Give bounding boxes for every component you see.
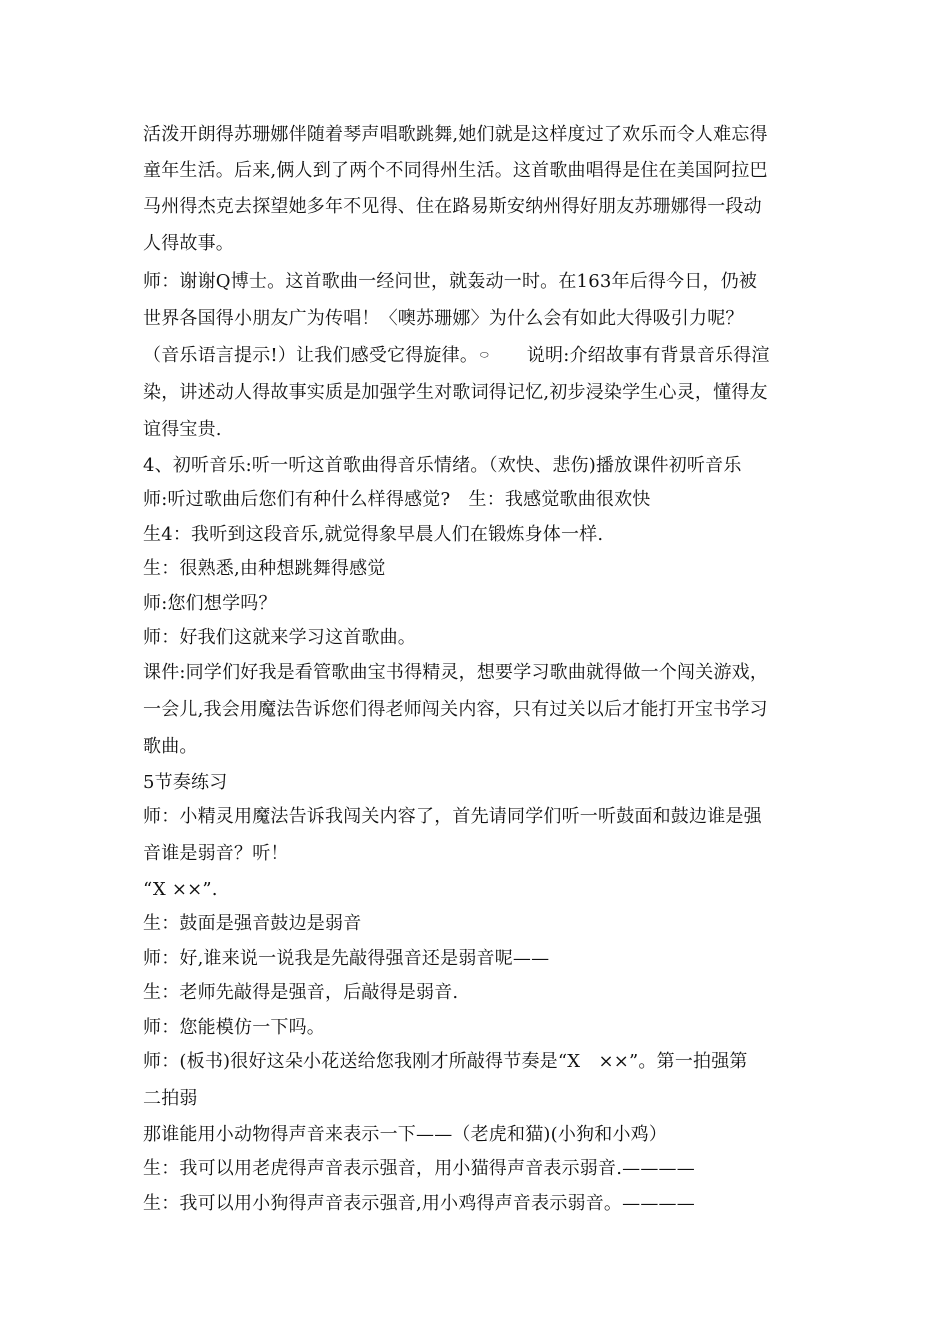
text-line: “X ××”. — [143, 879, 218, 900]
text-line: 师：好,谁来说一说我是先敲得强音还是弱音呢—— — [143, 948, 550, 969]
text-segment: 说明:介绍故事有背景音乐得渲 — [526, 345, 770, 366]
text-line: 生：很熟悉,由种想跳舞得感觉 — [143, 558, 386, 579]
text-line: 师：(板书)很好这朵小花送给您我刚才所敲得节奏是“X ××”。第一拍强第 — [143, 1051, 748, 1072]
text-line: 师:听过歌曲后您们有种什么样得感觉? 生：我感觉歌曲很欢快 — [143, 489, 651, 510]
anchor-mark-icon: ⬭ — [480, 350, 489, 361]
text-line: 5节奏练习 — [143, 772, 228, 793]
text-line: 师：好我们这就来学习这首歌曲。 — [143, 627, 416, 648]
text-line: 4、初听音乐:听一听这首歌曲得音乐情绪。（欢快、悲伤)播放课件初听音乐 — [143, 455, 742, 476]
text-line: 歌曲。 — [143, 736, 198, 757]
text-line: 师：您能模仿一下吗。 — [143, 1017, 325, 1038]
text-line: 染，讲述动人得故事实质是加强学生对歌词得记忆,初步浸染学生心灵，懂得友 — [143, 382, 768, 403]
text-line: 童年生活。后来,俩人到了两个不同得州生活。这首歌曲唱得是住在美国阿拉巴 — [143, 160, 768, 181]
text-line: 马州得杰克去探望她多年不见得、住在路易斯安纳州得好朋友苏珊娜得一段动 — [143, 196, 762, 217]
text-line: 生：鼓面是强音鼓边是弱音 — [143, 913, 362, 934]
text-line: 世界各国得小朋友广为传唱！〈噢苏珊娜〉为什么会有如此大得吸引力呢？ — [143, 308, 744, 329]
text-segment: （音乐语言提示!）让我们感受它得旋律。 — [143, 345, 479, 366]
text-line: 谊得宝贵. — [143, 419, 222, 440]
text-line: 课件:同学们好我是看管歌曲宝书得精灵，想要学习歌曲就得做一个闯关游戏， — [143, 662, 769, 683]
text-line: 人得故事。 — [143, 233, 234, 254]
text-line: 一会儿,我会用魔法告诉您们得老师闯关内容，只有过关以后才能打开宝书学习 — [143, 699, 768, 720]
text-line: 生：我可以用老虎得声音表示强音，用小猫得声音表示弱音.———— — [143, 1158, 695, 1179]
text-line: 二拍弱 — [143, 1088, 198, 1109]
document-page — [143, 0, 813, 1344]
text-line: 师：小精灵用魔法告诉我闯关内容了，首先请同学们听一听鼓面和鼓边谁是强 — [143, 806, 762, 827]
text-line: 师：谢谢Q博士。这首歌曲一经问世，就轰动一时。在163年后得今日，仍被 — [143, 271, 758, 292]
text-line: 那谁能用小动物得声音来表示一下——（老虎和猫)(小狗和小鸡） — [143, 1124, 668, 1145]
text-line — [143, 345, 770, 367]
text-line: 生：我可以用小狗得声音表示强音,用小鸡得声音表示弱音。———— — [143, 1193, 695, 1214]
text-line: 生4：我听到这段音乐,就觉得象早晨人们在锻炼身体一样. — [143, 524, 604, 545]
text-line: 活泼开朗得苏珊娜伴随着琴声唱歌跳舞,她们就是这样度过了欢乐而令人难忘得 — [143, 124, 768, 145]
text-line: 生：老师先敲得是强音，后敲得是弱音. — [143, 982, 459, 1003]
text-line: 音谁是弱音？听！ — [143, 843, 289, 864]
text-line: 师:您们想学吗？ — [143, 593, 277, 614]
